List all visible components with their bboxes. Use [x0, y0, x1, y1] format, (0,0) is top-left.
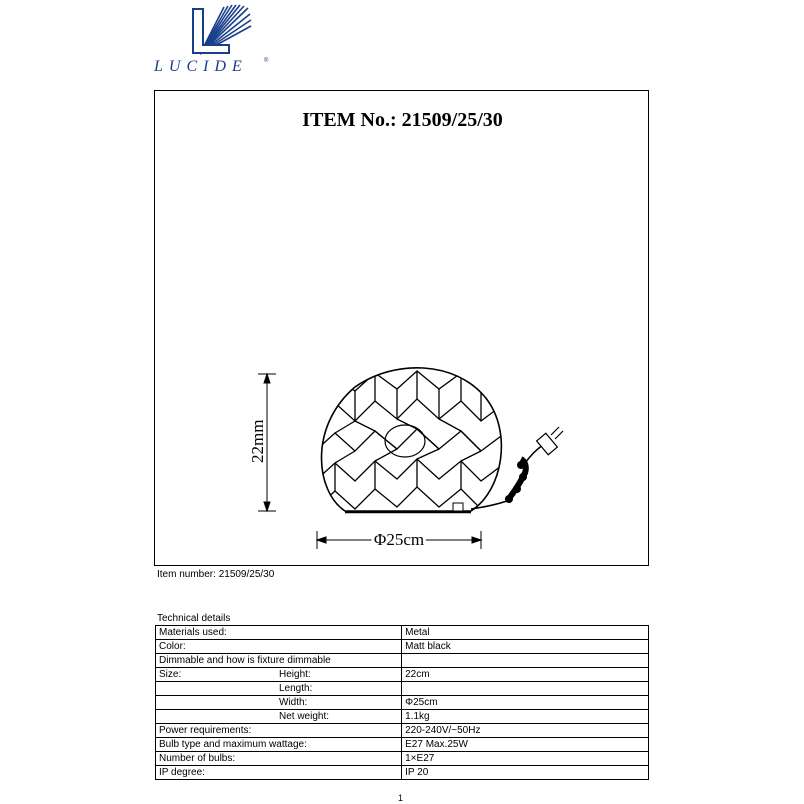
net-weight-value: 1.1kg	[402, 710, 649, 724]
dimmable-label: Dimmable and how is fixture dimmable	[156, 654, 402, 668]
net-weight-label: Net weight:	[279, 711, 330, 722]
diameter-label: Φ25cm	[373, 530, 425, 549]
height-label: 22mm	[248, 419, 267, 463]
page-number: 1	[398, 793, 404, 803]
color-label: Color:	[156, 640, 402, 654]
brand-logo	[150, 4, 270, 80]
table-row	[156, 668, 649, 682]
brand-name: LUCIDE	[154, 58, 248, 75]
item-number-line: Item number: 21509/25/30	[157, 569, 275, 580]
technical-details-heading: Technical details	[157, 613, 231, 624]
table-row	[156, 654, 649, 668]
lamp-sphere	[315, 368, 505, 512]
lucide-logo-icon	[190, 4, 252, 56]
technical-details-table	[155, 625, 649, 780]
table-row	[156, 710, 649, 724]
table-row	[156, 738, 649, 752]
table-row	[156, 640, 649, 654]
item-title: ITEM No.: 21509/25/30	[302, 109, 503, 131]
lamp-drawing	[155, 91, 650, 567]
length-value	[402, 682, 649, 696]
ip-value: IP 20	[402, 766, 649, 780]
height-value: 22cm	[402, 668, 649, 682]
num-bulbs-label: Number of bulbs:	[156, 752, 402, 766]
dimmable-value	[402, 654, 649, 668]
table-row	[156, 696, 649, 710]
color-value: Matt black	[402, 640, 649, 654]
length-label: Length:	[279, 683, 313, 694]
product-drawing-frame	[154, 90, 649, 566]
power-label: Power requirements:	[156, 724, 402, 738]
height-label-cell: Height:	[279, 669, 311, 680]
bulb-value: E27 Max.25W	[402, 738, 649, 752]
bulb-label: Bulb type and maximum wattage:	[156, 738, 402, 752]
materials-label: Materials used:	[156, 626, 402, 640]
table-row	[156, 626, 649, 640]
table-row	[156, 766, 649, 780]
materials-value: Metal	[402, 626, 649, 640]
num-bulbs-value: 1×E27	[402, 752, 649, 766]
ip-label: IP degree:	[156, 766, 402, 780]
size-label: Size:	[159, 669, 182, 680]
registered-mark: ®	[264, 58, 269, 64]
width-label: Width:	[279, 697, 308, 708]
width-value: Φ25cm	[402, 696, 649, 710]
power-value: 220-240V/~50Hz	[402, 724, 649, 738]
table-row	[156, 724, 649, 738]
table-row	[156, 682, 649, 696]
table-row	[156, 752, 649, 766]
